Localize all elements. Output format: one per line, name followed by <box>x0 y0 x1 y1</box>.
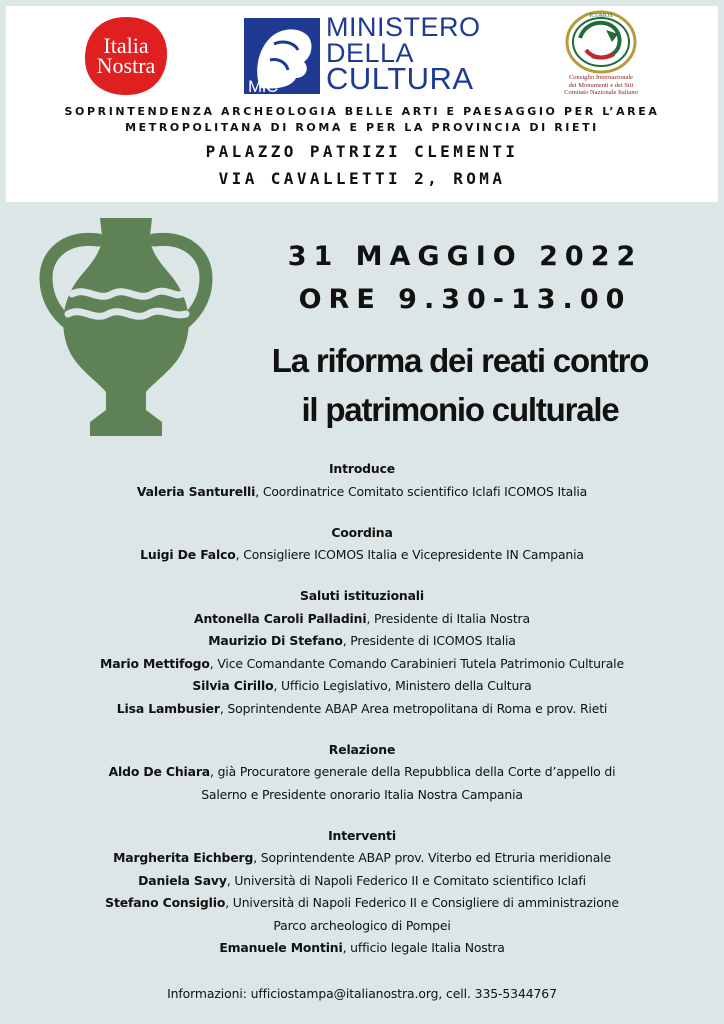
speaker-role: , Vice Comandante Comando Carabinieri Tutela Patrimonio Culturale <box>209 655 624 671</box>
section-heading: Coordina <box>331 524 393 540</box>
speaker-line <box>0 870 724 893</box>
speaker-line <box>0 892 724 915</box>
speaker-role: Parco archeologico di Pompei <box>273 917 451 933</box>
program-section <box>0 739 724 807</box>
event-date: 31 MAGGIO 2022 <box>287 241 643 272</box>
speaker-line <box>0 630 724 653</box>
speaker-line <box>0 784 724 807</box>
icomos-caption-line: dei Monumenti e dei Siti <box>568 81 634 89</box>
icomos-caption <box>548 74 654 97</box>
speaker-name: Silvia Cirillo <box>192 678 274 693</box>
mic-wordmark <box>326 12 496 96</box>
event-time: ORE 9.30-13.00 <box>298 284 632 315</box>
section-heading: Interventi <box>328 827 396 843</box>
speaker-name: Luigi De Falco <box>140 547 236 562</box>
speaker-name: Emanuele Montini <box>219 940 343 955</box>
title-line-2: il patrimonio culturale <box>301 391 619 428</box>
section-heading: Saluti istituzionali <box>299 588 425 603</box>
speaker-line <box>0 847 724 870</box>
speaker-role: , Consigliere ICOMOS Italia e Vicepresidente IN Campania <box>235 547 584 562</box>
program-section <box>0 585 724 720</box>
speaker-role: , Presidente di Italia Nostra <box>366 610 530 626</box>
speaker-name: Margherita Eichberg <box>113 850 254 865</box>
speaker-line <box>0 937 724 960</box>
nostra-word: Nostra <box>96 53 156 78</box>
speaker-name: Daniela Savy <box>138 872 227 888</box>
speaker-name: Lisa Lambusier <box>116 700 220 716</box>
speaker-role: , Ufficio Legislativo, Ministero della Cultura <box>273 678 532 693</box>
speaker-name: Maurizio Di Stefano <box>208 633 343 648</box>
mic-line-2: DELLA <box>326 38 415 68</box>
italia-word: Italia <box>103 33 149 58</box>
speaker-role: , Università di Napoli Federico II e Consigliere di amministrazione <box>225 895 619 910</box>
program-section <box>0 458 724 503</box>
italia-nostra-logo <box>82 14 170 98</box>
speaker-role: , ufficio legale Italia Nostra <box>342 940 505 955</box>
amphora-icon <box>38 214 214 440</box>
sopr-line-2: METROPOLITANA DI ROMA E PER LA PROVINCIA DI RIETI <box>125 121 599 134</box>
speaker-line <box>0 698 724 721</box>
mic-badge: MiC <box>248 77 279 96</box>
speaker-name: Aldo De Chiara <box>108 764 211 779</box>
contact-info: Informazioni: ufficiostampa@italianostra.org, cell. 335-5344767 <box>167 986 557 1001</box>
speaker-role: , Presidente di ICOMOS Italia <box>342 633 516 648</box>
speaker-line <box>0 481 724 504</box>
italia-nostra-wordmark <box>82 33 170 78</box>
icomos-caption-line: Consiglio Internazionale <box>568 74 634 81</box>
speaker-role: , Soprintendente ABAP Area metropolitana di Roma e prov. Rieti <box>219 700 608 716</box>
speaker-line <box>0 608 724 631</box>
speaker-role: , Soprintendente ABAP prov. Viterbo ed Etruria meridionale <box>253 850 611 865</box>
speaker-line <box>0 544 724 567</box>
icomos-caption-line: Comitato Nazionale Italiano <box>564 89 638 96</box>
speaker-role: Salerno e Presidente onorario Italia Nostra Campania <box>201 786 523 802</box>
mic-line-3: CULTURA <box>326 61 474 96</box>
mic-line-1: MINISTERO <box>326 12 481 42</box>
speaker-role: , già Procuratore generale della Repubblica della Corte d’appello di <box>210 764 616 779</box>
soprintendenza-heading <box>0 104 724 136</box>
icomos-emblem-icon <box>556 8 646 78</box>
venue-address: VIA CAVALLETTI 2, ROMA <box>218 169 506 188</box>
venue-block <box>0 138 724 192</box>
speaker-line <box>0 653 724 676</box>
section-heading: Introduce <box>328 461 396 476</box>
title-line-1: La riforma dei reati contro <box>271 342 649 379</box>
speaker-line <box>0 915 724 938</box>
speaker-name: Mario Mettifogo <box>100 655 210 671</box>
amphora-illustration <box>38 214 214 440</box>
speaker-name: Stefano Consiglio <box>105 895 226 910</box>
speaker-name: Valeria Santurelli <box>136 483 256 499</box>
icomos-arc-text: ICOMOS <box>589 13 613 19</box>
speaker-role: , Università di Napoli Federico II e Comitato scientifico Iclafi <box>226 872 586 888</box>
section-heading: Relazione <box>328 741 396 757</box>
venue-name: PALAZZO PATRIZI CLEMENTI <box>205 142 519 161</box>
event-title <box>210 336 710 434</box>
sopr-line-1: SOPRINTENDENZA ARCHEOLOGIA BELLE ARTI E PAESAGGIO PER L’AREA <box>64 105 660 118</box>
mic-head-icon <box>240 14 322 98</box>
program-section <box>0 825 724 960</box>
speaker-line <box>0 761 724 784</box>
ministero-cultura-logo <box>240 14 490 98</box>
program-section <box>0 522 724 567</box>
program-list <box>0 458 724 978</box>
speaker-role: , Coordinatrice Comitato scientifico Iclafi ICOMOS Italia <box>255 483 588 499</box>
speaker-name: Antonella Caroli Palladini <box>194 610 367 626</box>
speaker-line <box>0 675 724 698</box>
